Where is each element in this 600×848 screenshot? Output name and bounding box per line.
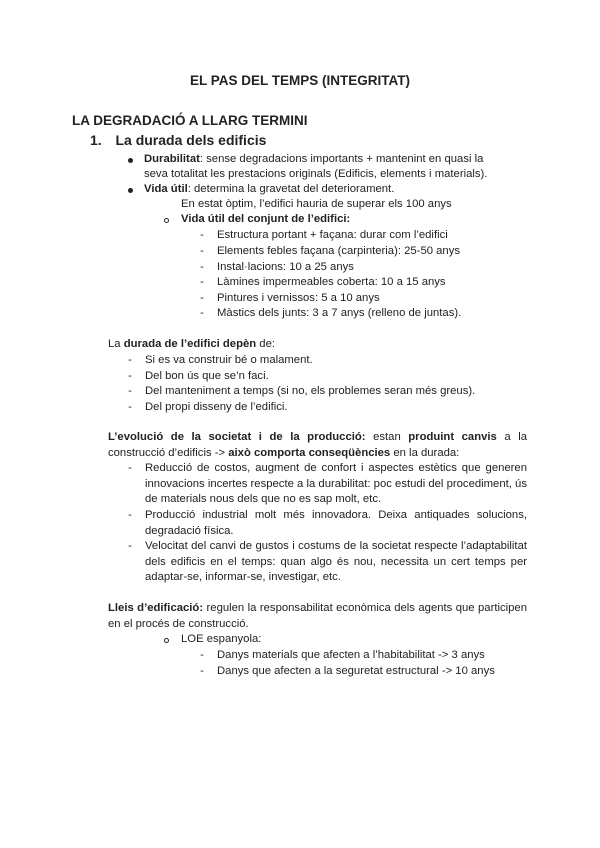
list-item: Del bon ús que se’n faci. [145, 370, 269, 382]
durada-pre: La [108, 338, 124, 350]
dash-icon: - [200, 245, 204, 257]
document-title: EL PAS DEL TEMPS (INTEGRITAT) [189, 73, 410, 88]
dash-icon: - [128, 401, 132, 413]
evolucio-text3: construcció d’edificis -> [108, 447, 229, 459]
lleis-bold: Lleis d’edificació: [108, 602, 204, 614]
vida-util-conjunt-heading: Vida útil del conjunt de l’edifici: [181, 213, 351, 225]
vida-util-line2: En estat òptim, l’edifici hauria de superar els 100 anys [181, 198, 452, 210]
list-item: Pintures i vernissos: 5 a 10 anys [217, 292, 380, 304]
list-item: Producció industrial molt més innovadora. Deixa antiquades solucions, degradació física. [145, 509, 527, 537]
evolucio-text4: en la durada: [390, 447, 460, 459]
durabilitat-text: : sense degradacions importants + mantenint en quasi la [199, 153, 484, 165]
bullet-dot-icon [128, 188, 133, 193]
dash-icon: - [128, 540, 132, 552]
subsection-title: La durada dels edificis [115, 132, 267, 148]
list-item: Danys que afecten a la seguretat estructural -> 10 anys [217, 665, 495, 677]
durada-post: de: [256, 338, 276, 350]
evolucio-bold3: això comporta conseqüències [228, 447, 391, 459]
list-item: Estructura portant + façana: durar com l’edifici [217, 229, 448, 241]
list-item: Làmines impermeables coberta: 10 a 15 anys [217, 276, 446, 288]
bullet-circle-icon [164, 218, 169, 223]
dash-icon: - [200, 276, 204, 288]
dash-icon: - [128, 509, 132, 521]
list-item: Danys materials que afecten a l’habitabilitat -> 3 anys [217, 649, 485, 661]
list-item: Reducció de costos, augment de confort i aspectes estètics que generen innovacions incertes respecte a la durabilitat: poc estudi del procediment, ús de materials nous dels que no es sap molt, etc. [145, 462, 527, 505]
list-item: Instal·lacions: 10 a 25 anys [217, 261, 354, 273]
bullet-circle-icon [164, 638, 169, 643]
dash-icon: - [200, 261, 204, 273]
dash-icon: - [200, 307, 204, 319]
durabilitat-line2: seva totalitat les prestacions originals (Edificis, elements i materials). [144, 168, 488, 180]
dash-icon: - [128, 354, 132, 366]
evolucio-text2: a la [496, 431, 527, 443]
list-item: Elements febles façana (carpinteria): 25-50 anys [217, 245, 461, 257]
loe-label: LOE espanyola: [181, 633, 262, 645]
dash-icon: - [200, 229, 204, 241]
evolucio-bold2: produint canvis [408, 431, 497, 443]
vida-util-term: Vida útil [144, 183, 188, 195]
durabilitat-term: Durabilitat [144, 153, 200, 165]
durabilitat-line1 [144, 152, 483, 167]
subsection-heading [90, 133, 266, 148]
section-heading: LA DEGRADACIÓ A LLARG TERMINI [72, 113, 308, 128]
evolucio-line2 [108, 446, 459, 461]
dash-icon: - [128, 462, 132, 474]
list-item: Velocitat del canvi de gustos i costums de la societat respecte l’adaptabilitat dels edificis en el temps: quan algo és nou, necessita un cert temps per adaptar-se, informar-se, investigar, etc. [145, 540, 527, 583]
list-item: Del manteniment a temps (si no, els problemes seran més greus). [145, 385, 476, 397]
evolucio-bold1: L’evolució de la societat i de la producció: [108, 431, 366, 443]
durada-intro [108, 337, 275, 352]
subsection-number: 1. [90, 132, 102, 148]
list-item: Si es va construir bé o malament. [145, 354, 313, 366]
dash-icon: - [128, 385, 132, 397]
durada-bold: durada de l’edifici depèn [123, 338, 257, 350]
lleis-paragraph [108, 601, 527, 632]
dash-icon: - [200, 649, 204, 661]
lleis-text: regulen la responsabilitat econòmica dels agents que participen en el procés de construcció. [108, 602, 527, 630]
dash-icon: - [200, 292, 204, 304]
dash-icon: - [200, 665, 204, 677]
list-item: Màstics dels junts: 3 a 7 anys (relleno de juntas). [217, 307, 462, 319]
evolucio-line1 [108, 430, 527, 445]
evolucio-text1: estan [365, 431, 409, 443]
bullet-dot-icon [128, 158, 133, 163]
vida-util-line1 [144, 182, 394, 197]
vida-util-text: : determina la gravetat del deteriorament. [187, 183, 395, 195]
dash-icon: - [128, 370, 132, 382]
list-item: Del propi disseny de l’edifici. [145, 401, 288, 413]
